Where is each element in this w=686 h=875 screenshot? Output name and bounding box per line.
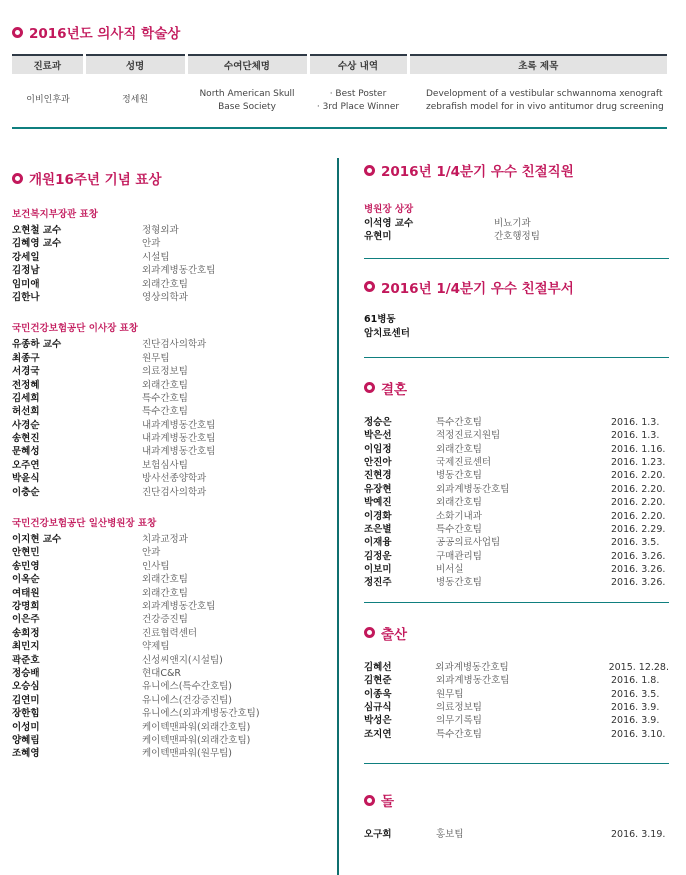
person-dept: 외래간호팀 <box>142 278 188 290</box>
event-date: 2016. 3.10. <box>611 728 666 740</box>
list-item <box>364 510 669 523</box>
person-name: 이충순 <box>12 486 40 498</box>
person-name: 조은별 <box>364 523 392 535</box>
cell-dept: 이비인후과 <box>12 74 84 128</box>
person-name: 김혜영 교수 <box>12 238 62 250</box>
person-name: 송현진 <box>12 433 40 445</box>
kind-staff-list <box>364 217 669 244</box>
person-name: 허선희 <box>12 406 40 418</box>
person-name: 최민지 <box>12 641 40 653</box>
marriage-title <box>364 378 669 398</box>
person-name: 김혜선 <box>364 661 392 673</box>
person-dept: 건강증진팀 <box>142 614 188 626</box>
person-name: 장한힘 <box>12 708 40 720</box>
person-name: 박예진 <box>364 497 392 509</box>
column-divider <box>337 158 339 875</box>
person-name: 김현준 <box>364 675 392 687</box>
list-item <box>364 496 669 509</box>
list-item <box>12 237 322 250</box>
person-name: 이종욱 <box>364 688 392 700</box>
list-item <box>364 456 669 469</box>
person-name: 여태원 <box>12 587 40 599</box>
section-divider <box>364 357 669 358</box>
person-dept: 외래간호팀 <box>142 587 188 599</box>
person-dept: 유니에스(특수간호팀) <box>142 681 233 693</box>
award-group-heading: 국민건강보험공단 일산병원장 표창 <box>12 518 157 530</box>
list-item <box>12 405 322 418</box>
person-dept: 간호행정팀 <box>494 231 540 243</box>
person-name: 조혜영 <box>12 748 40 760</box>
list-item <box>364 443 669 456</box>
circle-bullet-icon <box>364 795 375 806</box>
cell-name: 정세원 <box>84 74 186 128</box>
award-group-heading: 국민건강보험공단 이사장 표창 <box>12 323 138 335</box>
header-name: 성명 <box>84 55 186 74</box>
person-name: 이경화 <box>364 510 392 522</box>
list-item <box>364 483 669 496</box>
list-item <box>12 667 322 680</box>
list-item <box>364 469 669 482</box>
anniversary-title-text: 개원16주년 기념 표상 <box>29 172 162 188</box>
person-name: 오승심 <box>12 681 40 693</box>
person-name: 양혜림 <box>12 734 40 746</box>
list-item <box>12 600 322 613</box>
list-item <box>12 533 322 546</box>
birth-list <box>364 661 669 741</box>
anniversary-section <box>12 168 322 761</box>
header-abstract: 초록 제목 <box>408 55 667 74</box>
person-dept: 영상의학과 <box>142 291 188 303</box>
person-dept: 구매관리팀 <box>436 550 482 562</box>
person-dept: 원무팀 <box>436 688 464 700</box>
list-item <box>12 432 322 445</box>
list-item <box>12 747 322 760</box>
list-item <box>12 486 322 499</box>
person-dept: 외래간호팀 <box>142 574 188 586</box>
header-org: 수여단체명 <box>186 55 308 74</box>
person-name: 심규식 <box>364 702 392 714</box>
person-dept: 케이텍맨파워(원무팀) <box>142 748 233 760</box>
person-name: 이은주 <box>12 614 40 626</box>
person-name: 최종구 <box>12 352 40 364</box>
event-date: 2016. 3.26. <box>611 577 666 589</box>
list-item <box>364 701 669 714</box>
cell-award <box>308 74 408 128</box>
person-name: 서경국 <box>12 366 40 378</box>
person-dept: 신성씨앤지(시설팀) <box>142 654 223 666</box>
list-item <box>12 680 322 693</box>
person-dept: 진료협력센터 <box>142 627 198 639</box>
list-item <box>12 654 322 667</box>
event-date: 2016. 2.20. <box>611 483 666 495</box>
cell-org <box>186 74 308 128</box>
list-item <box>12 627 322 640</box>
person-dept: 약제팀 <box>142 641 170 653</box>
circle-bullet-icon <box>364 382 375 393</box>
person-dept: 외과계병동간호팀 <box>436 675 510 687</box>
event-date: 2016. 1.16. <box>611 443 666 455</box>
person-name: 강세일 <box>12 251 40 263</box>
person-name: 박은선 <box>364 430 392 442</box>
list-item <box>364 523 669 536</box>
list-item <box>364 661 669 674</box>
person-name: 진현경 <box>364 470 392 482</box>
person-dept: 외래간호팀 <box>142 379 188 391</box>
event-date: 2016. 2.20. <box>611 510 666 522</box>
kind-dept-title <box>364 277 669 297</box>
event-date: 2016. 2.29. <box>611 523 666 535</box>
person-dept: 홍보팀 <box>436 829 464 841</box>
person-dept: 내과계병동간호팀 <box>142 433 216 445</box>
person-name: 김한나 <box>12 291 40 303</box>
list-item <box>364 714 669 727</box>
person-dept: 시설팀 <box>142 251 170 263</box>
list-item <box>12 379 322 392</box>
event-date: 2016. 1.23. <box>611 456 666 468</box>
list-item <box>12 419 322 432</box>
person-dept: 진단검사의학과 <box>142 339 207 351</box>
list-item <box>364 563 669 576</box>
event-date: 2016. 3.26. <box>611 550 666 562</box>
award-group <box>12 206 322 304</box>
person-dept: 소화기내과 <box>436 510 482 522</box>
award-group <box>12 320 322 499</box>
person-dept: 비뇨기과 <box>494 218 531 229</box>
list-item <box>12 546 322 559</box>
person-name: 이옥순 <box>12 574 40 586</box>
person-dept: 특수간호팀 <box>142 406 188 418</box>
person-dept: 인사팀 <box>142 560 170 572</box>
kind-dept-list <box>364 313 669 341</box>
cell-abstract <box>408 74 667 128</box>
list-item <box>364 416 669 429</box>
dept-name: 암치료센터 <box>364 327 410 339</box>
person-name: 이보미 <box>364 564 392 576</box>
list-item <box>12 445 322 458</box>
list-item <box>12 459 322 472</box>
person-name: 안진아 <box>364 456 392 468</box>
person-name: 오현철 교수 <box>12 225 62 236</box>
person-dept: 외과계병동간호팀 <box>142 265 216 277</box>
event-date: 2016. 3.5. <box>611 688 660 700</box>
award-group-heading: 보건복지부장관 표창 <box>12 209 98 220</box>
event-date: 2016. 3.9. <box>611 715 660 727</box>
person-dept: 안과 <box>142 238 161 250</box>
person-dept: 외과계병동간호팀 <box>436 483 510 495</box>
list-item <box>12 721 322 734</box>
marriage-list <box>364 416 669 590</box>
list-item <box>364 230 669 243</box>
person-dept: 유니에스(외과계병동간호팀) <box>142 708 260 720</box>
list-item <box>12 291 322 304</box>
person-dept: 케이텍맨파워(외래간호팀) <box>142 721 251 733</box>
person-dept: 의무기록팀 <box>436 715 482 727</box>
person-dept: 진단검사의학과 <box>142 486 207 498</box>
header-award: 수상 내역 <box>308 55 408 74</box>
person-name: 박성은 <box>364 715 392 727</box>
kind-dept-title-text: 2016년 1/4분기 우수 친절부서 <box>381 280 574 297</box>
list-item <box>12 694 322 707</box>
event-date: 2016. 2.20. <box>611 497 666 509</box>
person-dept: 특수간호팀 <box>142 392 188 404</box>
person-dept: 공공의료사업팀 <box>436 537 501 549</box>
person-name: 조지연 <box>364 728 392 740</box>
list-item <box>12 560 322 573</box>
person-dept: 원무팀 <box>142 352 170 364</box>
list-item <box>12 365 322 378</box>
kind-staff-title-text: 2016년 1/4분기 우수 친절직원 <box>381 164 574 180</box>
kind-staff-title <box>364 160 669 180</box>
person-name: 강명희 <box>12 600 40 612</box>
list-item <box>364 576 669 589</box>
event-date: 2016. 2.20. <box>611 470 666 482</box>
person-dept: 정형외과 <box>142 225 179 236</box>
academic-award-table <box>12 54 667 129</box>
person-dept: 케이텍맨파워(외래간호팀) <box>142 734 251 746</box>
person-name: 안현민 <box>12 547 40 559</box>
person-dept: 병동간호팀 <box>436 470 482 482</box>
event-date: 2016. 3.5. <box>611 537 660 549</box>
person-name: 임미애 <box>12 278 40 290</box>
award-group <box>12 515 322 761</box>
cell-abstract-line2: zebrafish model for in vivo antitumor drug screening <box>426 101 664 112</box>
list-item <box>12 587 322 600</box>
list-item <box>12 573 322 586</box>
list-item <box>12 264 322 277</box>
anniversary-groups <box>12 206 322 761</box>
list-item <box>12 472 322 485</box>
list-item <box>12 338 322 351</box>
dept-name: 61병동 <box>364 313 396 325</box>
list-item <box>364 728 669 741</box>
event-date: 2016. 3.9. <box>611 702 660 714</box>
first-birthday-list <box>364 828 669 841</box>
person-name: 김세희 <box>12 392 40 404</box>
list-item <box>12 734 322 747</box>
person-name: 이석영 교수 <box>364 218 414 229</box>
list-item <box>12 224 322 237</box>
list-item <box>12 640 322 653</box>
person-name: 김정남 <box>12 265 40 277</box>
list-item <box>12 352 322 365</box>
section-divider <box>364 602 669 603</box>
person-dept: 특수간호팀 <box>436 728 482 740</box>
person-name: 이재융 <box>364 537 392 549</box>
circle-bullet-icon <box>364 627 375 638</box>
list-item <box>364 550 669 563</box>
person-dept: 외과계병동간호팀 <box>142 600 216 612</box>
person-dept: 보험심사팀 <box>142 459 188 471</box>
person-dept: 외과계병동간호팀 <box>435 661 509 673</box>
person-dept: 국제진료센터 <box>436 456 492 468</box>
event-date: 2016. 3.26. <box>611 564 666 576</box>
cell-award-line1: · Best Poster <box>329 88 387 99</box>
person-name: 박윤식 <box>12 473 40 485</box>
person-name: 전정혜 <box>12 379 40 391</box>
person-name: 송희정 <box>12 627 40 639</box>
person-name: 김연미 <box>12 694 40 706</box>
cell-org-line2: Base Society <box>218 101 276 112</box>
circle-bullet-icon <box>12 173 23 184</box>
person-name: 이지현 교수 <box>12 534 62 546</box>
person-dept: 외래간호팀 <box>436 497 482 509</box>
list-item <box>364 217 669 230</box>
person-dept: 비서실 <box>436 564 464 576</box>
section-divider <box>364 258 669 259</box>
person-name: 유장현 <box>364 483 392 495</box>
person-dept: 치과교정과 <box>142 534 188 546</box>
person-dept: 현대C&R <box>142 667 181 679</box>
circle-bullet-icon <box>12 27 23 38</box>
right-column <box>364 160 669 842</box>
list-item <box>12 613 322 626</box>
person-dept: 의료정보팀 <box>142 366 188 378</box>
person-dept: 내과계병동간호팀 <box>142 419 216 431</box>
person-dept: 안과 <box>142 547 161 559</box>
person-name: 오구희 <box>364 829 392 841</box>
event-date: 2016. 1.8. <box>611 675 660 687</box>
person-dept: 내과계병동간호팀 <box>142 446 216 458</box>
list-item <box>364 688 669 701</box>
table-row <box>12 74 667 128</box>
section-divider <box>364 763 669 764</box>
person-dept: 의료정보팀 <box>436 702 482 714</box>
birth-title-text: 출산 <box>381 626 408 643</box>
list-item <box>364 674 669 687</box>
person-dept: 유니에스(건강증진팀) <box>142 694 233 706</box>
person-name: 송민영 <box>12 560 40 572</box>
event-date: 2016. 3.19. <box>611 829 666 841</box>
circle-bullet-icon <box>364 165 375 176</box>
person-name: 이성미 <box>12 721 40 733</box>
list-item <box>364 429 669 442</box>
person-name: 사경순 <box>12 419 40 431</box>
list-item <box>12 278 322 291</box>
event-date: 2016. 1.3. <box>611 430 660 442</box>
person-dept: 외래간호팀 <box>436 443 482 455</box>
first-birthday-title-text: 돌 <box>381 794 395 811</box>
list-item <box>12 392 322 405</box>
list-item <box>364 828 669 841</box>
person-name: 정승은 <box>364 416 392 428</box>
cell-award-line2: · 3rd Place Winner <box>316 101 400 112</box>
event-date: 2016. 1.3. <box>611 416 660 428</box>
person-dept: 특수간호팀 <box>436 523 482 535</box>
person-name: 이임정 <box>364 443 392 455</box>
cell-abstract-line1: Development of a vestibular schwannoma xenograft <box>426 88 663 99</box>
list-item <box>12 251 322 264</box>
anniversary-title <box>12 168 322 188</box>
person-name: 유종하 교수 <box>12 339 62 351</box>
person-name: 정승배 <box>12 667 40 679</box>
first-birthday-title <box>364 790 669 810</box>
cell-org-line1: North American Skull <box>199 88 295 99</box>
academic-award-title <box>12 22 180 42</box>
person-name: 김정운 <box>364 550 392 562</box>
person-name: 곽준호 <box>12 654 40 666</box>
list-item <box>364 536 669 549</box>
academic-award-title-text: 2016년도 의사직 학술상 <box>29 26 181 42</box>
circle-bullet-icon <box>364 281 375 292</box>
kind-staff-heading: 병원장 상장 <box>364 204 414 215</box>
marriage-title-text: 결혼 <box>381 381 408 398</box>
person-name: 오주연 <box>12 459 40 471</box>
person-name: 문혜성 <box>12 446 40 458</box>
person-dept: 적정진료지원팀 <box>436 430 501 442</box>
person-dept: 특수간호팀 <box>436 416 482 428</box>
person-dept: 방사선종양학과 <box>142 473 207 485</box>
birth-title <box>364 623 669 643</box>
header-dept: 진료과 <box>12 55 84 74</box>
list-item <box>12 707 322 720</box>
table-header-row <box>12 55 667 74</box>
person-name: 유현미 <box>364 231 392 243</box>
person-dept: 병동간호팀 <box>436 577 482 589</box>
event-date: 2015. 12.28. <box>608 661 669 673</box>
person-name: 정진주 <box>364 577 392 589</box>
